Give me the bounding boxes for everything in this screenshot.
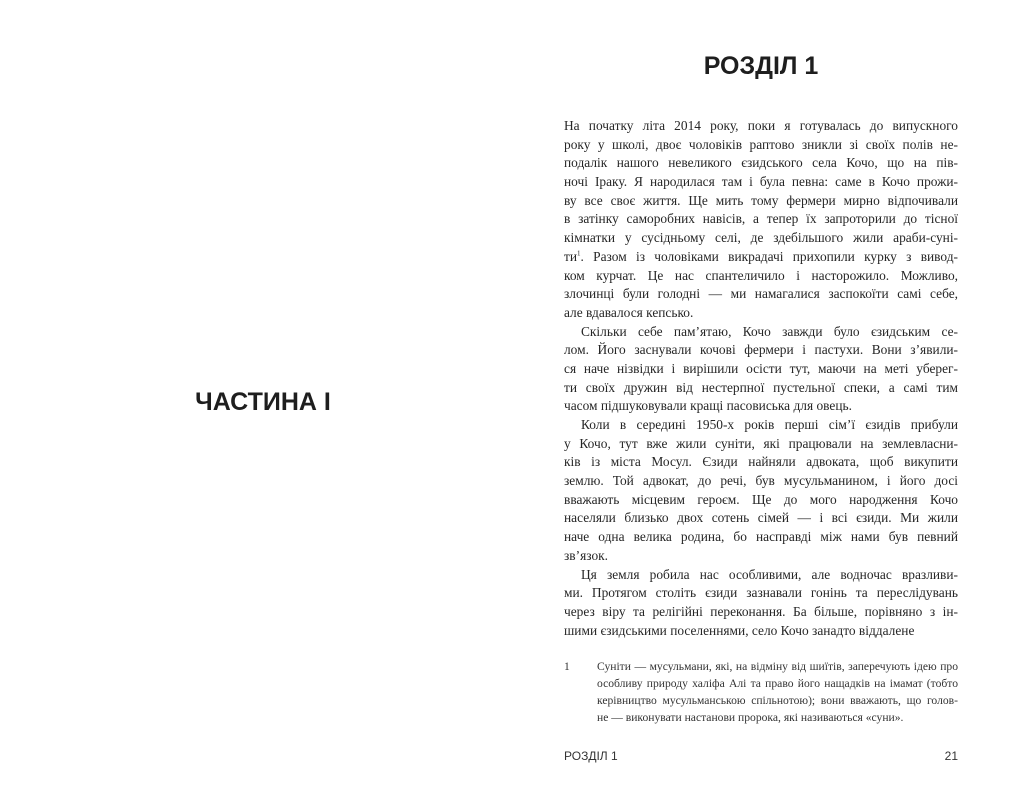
text-line: часом підшуковували кращі пасовиська для овець.	[564, 398, 852, 414]
text-line: через віру та релігійні переконання. Ба більше, порівняно з ін-	[564, 603, 958, 619]
footnote-line: керівництво мусульманською спільнотою); вони вважають, що голов-	[597, 694, 958, 707]
text-line: Коли в середині 1950-х років перші сім’ї єзидів прибули	[581, 417, 958, 432]
page-number: 21	[944, 749, 958, 763]
text-line: ву все своє життя. Ще мить тому фермери мирно відпочивали	[564, 192, 958, 208]
text-line: в затінку саморобних навісів, а тепер їх запроторили до тісної	[564, 211, 958, 227]
part-title: ЧАСТИНА І	[195, 388, 331, 416]
text-line: лом. Його заснували кочові фермери і пастухи. Вони з’явили-	[564, 342, 958, 358]
body-text	[564, 117, 958, 640]
text-line: вважають місцевим героєм. Ще до мого народження Кочо	[564, 491, 958, 507]
text-line: ти своїх дружин від нестерпної пустельної спеки, а самі тим	[564, 379, 958, 395]
text-line: На початку літа 2014 року, поки я готувалась до випускного	[564, 118, 958, 133]
running-head: РОЗДІЛ 1	[564, 749, 618, 763]
text-line: але вдавалося кепсько.	[564, 304, 694, 320]
footnote-line: особливу природу халіфа Алі та право його нащадків на імамат (тобто	[597, 677, 958, 690]
text-line: зв’язок.	[564, 547, 608, 563]
chapter-title: РОЗДІЛ 1	[703, 52, 819, 80]
footnote-number: 1	[564, 660, 570, 673]
text-line: ночі Іраку. Я народилася там і була певна: саме в Кочо прожи-	[564, 174, 958, 190]
text-line: Ця земля робила нас особливими, але водночас вразливи-	[581, 566, 958, 582]
text-line: ся наче нізвідки і вирішили осісти тут, маючи на меті уберег-	[564, 360, 958, 376]
footnote-marker: 1	[577, 249, 581, 258]
text-line: Скільки себе пам’ятаю, Кочо завжди було єзидським се-	[581, 323, 958, 339]
text-line: наче одна велика родина, бо насправді між нами був певний	[564, 529, 958, 545]
text-line: кімнатки у сусідньому селі, де здебільшого жили араби-суні-	[564, 230, 958, 246]
footnote-line: Суніти — мусульмани, які, на відміну від шиїтів, заперечують ідею про	[597, 660, 958, 673]
footnote-text	[597, 658, 958, 726]
footnote	[564, 658, 958, 726]
text-line: ми. Протягом століть єзиди зазнавали гонінь та переслідувань	[564, 585, 958, 601]
text-line: року у школі, двоє чоловіків раптово зникли зі своїх полів не-	[564, 136, 958, 152]
text-line: $ти^1$. Разом із чоловіками викрадачі прихопили курку з вивод-	[564, 248, 958, 264]
text-line: подалік нашого невеликого єзидського села Кочо, що на пів-	[564, 155, 958, 171]
text-line: у Кочо, тут вже жили суніти, які працювали на землевласни-	[564, 435, 958, 451]
text-line: ків із міста Мосул. Єзиди найняли адвоката, щоб викупити	[564, 454, 958, 470]
text-line: населяли близько двох сотень сімей — і всі єзиди. Ми жили	[564, 510, 958, 526]
text-line: злочинці були голодні — ми намагалися заспокоїти самі себе,	[564, 286, 958, 302]
text-line: землю. Той адвокат, до речі, був мусульманином, і його досі	[564, 473, 958, 489]
footnote-line: не — виконувати настанови пророка, які називаються «суни».	[597, 711, 904, 724]
text-line: ком курчат. Це нас спантеличило і насторожило. Можливо,	[564, 267, 958, 283]
text-line: шими єзидськими поселеннями, село Кочо занадто віддалене	[564, 622, 915, 638]
